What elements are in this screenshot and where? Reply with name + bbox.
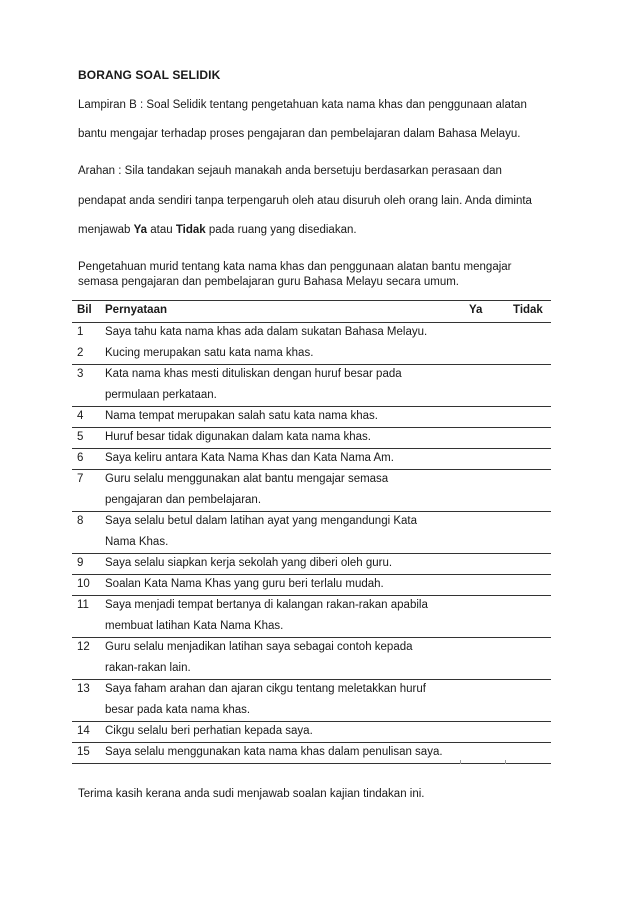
- table-row: [72, 683, 551, 725]
- row-statement: Guru selalu menggunakan alat bantu mengajar semasa: [105, 473, 389, 485]
- row-statement: besar pada kata nama khas.: [105, 704, 251, 716]
- header-tidak: Tidak: [513, 304, 543, 316]
- header-pernyataan: Pernyataan: [105, 304, 168, 316]
- table-row: [72, 368, 551, 410]
- row-divider: [72, 763, 551, 764]
- ya-answer-cell[interactable]: [460, 637, 504, 679]
- page-title: BORANG SOAL SELIDIK: [78, 68, 221, 82]
- table-row: [72, 641, 551, 683]
- row-statement: Soalan Kata Nama Khas yang guru beri terlalu mudah.: [105, 578, 384, 590]
- tidak-emphasis: Tidak: [175, 224, 206, 236]
- tidak-answer-cell[interactable]: [505, 511, 551, 553]
- row-statement: Saya selalu siapkan kerja sekolah yang diberi oleh guru.: [105, 557, 393, 569]
- row-number: 14: [77, 725, 90, 737]
- table-header-row: [72, 304, 551, 322]
- row-statement: Saya selalu menggunakan kata nama khas dalam penulisan saya.: [105, 746, 443, 758]
- arahan-line-2: pendapat anda sendiri tanpa terpengaruh oleh atau disuruh oleh orang lain. Anda diminta: [78, 195, 532, 207]
- row-statement: Kucing merupakan satu kata nama khas.: [105, 347, 314, 359]
- row-statement: membuat latihan Kata Nama Khas.: [105, 620, 284, 632]
- row-number: 15: [77, 746, 90, 758]
- ya-answer-cell[interactable]: [460, 511, 504, 553]
- header-ya: Ya: [469, 304, 483, 316]
- ya-emphasis: Ya: [133, 224, 148, 236]
- row-statement: permulaan perkataan.: [105, 389, 217, 401]
- arahan-line-3-prefix: menjawab: [78, 224, 134, 236]
- lampiran-line-2: bantu mengajar terhadap proses pengajaran dan pembelajaran dalam Bahasa Melayu.: [78, 128, 521, 140]
- row-statement: Saya menjadi tempat bertanya di kalangan rakan-rakan apabila: [105, 599, 428, 611]
- row-number: 12: [77, 641, 90, 653]
- row-statement: Cikgu selalu beri perhatian kepada saya.: [105, 725, 313, 737]
- row-statement: Nama Khas.: [105, 536, 169, 548]
- column-tick: [460, 760, 461, 764]
- ya-answer-cell[interactable]: [460, 322, 504, 343]
- tidak-answer-cell[interactable]: [505, 553, 551, 574]
- arahan-line-3-suffix: pada ruang yang disediakan.: [205, 224, 357, 236]
- row-number: 4: [77, 410, 84, 422]
- arahan-line-1: Arahan : Sila tandakan sejauh manakah anda bersetuju berdasarkan perasaan dan: [78, 165, 502, 177]
- lampiran-line-1: Lampiran B : Soal Selidik tentang pengetahuan kata nama khas dan penggunaan alatan: [78, 99, 527, 111]
- row-number: 13: [77, 683, 90, 695]
- ya-answer-cell[interactable]: [460, 469, 504, 511]
- row-number: 11: [77, 599, 89, 611]
- tidak-answer-cell[interactable]: [505, 679, 551, 721]
- tidak-answer-cell[interactable]: [505, 595, 551, 637]
- row-number: 9: [77, 557, 84, 569]
- ya-answer-cell[interactable]: [460, 742, 504, 763]
- ya-answer-cell[interactable]: [460, 448, 504, 469]
- row-number: 7: [77, 473, 84, 485]
- ya-answer-cell[interactable]: [460, 574, 504, 595]
- ya-answer-cell[interactable]: [460, 427, 504, 448]
- tidak-answer-cell[interactable]: [505, 574, 551, 595]
- row-statement: rakan-rakan lain.: [105, 662, 191, 674]
- closing-text: Terima kasih kerana anda sudi menjawab soalan kajian tindakan ini.: [78, 788, 425, 800]
- row-statement: Nama tempat merupakan salah satu kata nama khas.: [105, 410, 378, 422]
- intro-line-1: Pengetahuan murid tentang kata nama khas dan penggunaan alatan bantu mengajar: [78, 261, 512, 273]
- arahan-line-3: [78, 224, 357, 236]
- row-number: 6: [77, 452, 84, 464]
- ya-answer-cell[interactable]: [460, 406, 504, 427]
- row-number: 2: [77, 347, 84, 359]
- table-row: [72, 473, 551, 515]
- row-number: 8: [77, 515, 84, 527]
- tidak-answer-cell[interactable]: [505, 637, 551, 679]
- ya-answer-cell[interactable]: [460, 721, 504, 742]
- tidak-answer-cell[interactable]: [505, 469, 551, 511]
- ya-answer-cell[interactable]: [460, 595, 504, 637]
- row-statement: Saya faham arahan dan ajaran cikgu tentang meletakkan huruf: [105, 683, 426, 695]
- tidak-answer-cell[interactable]: [505, 742, 551, 763]
- atau-text: atau: [147, 224, 176, 236]
- table-row: [72, 599, 551, 641]
- row-number: 3: [77, 368, 84, 380]
- row-statement: Huruf besar tidak digunakan dalam kata nama khas.: [105, 431, 371, 443]
- tidak-answer-cell[interactable]: [505, 721, 551, 742]
- ya-answer-cell[interactable]: [460, 679, 504, 721]
- table-row: [72, 515, 551, 557]
- tidak-answer-cell[interactable]: [505, 406, 551, 427]
- tidak-answer-cell[interactable]: [505, 448, 551, 469]
- tidak-answer-cell[interactable]: [505, 322, 551, 343]
- row-number: 10: [77, 578, 90, 590]
- ya-answer-cell[interactable]: [460, 343, 504, 364]
- column-tick: [505, 760, 506, 764]
- tidak-answer-cell[interactable]: [505, 364, 551, 406]
- row-number: 1: [77, 326, 84, 338]
- row-statement: Guru selalu menjadikan latihan saya sebagai contoh kepada: [105, 641, 413, 653]
- ya-answer-cell[interactable]: [460, 553, 504, 574]
- header-bil: Bil: [77, 304, 92, 316]
- row-statement: Kata nama khas mesti dituliskan dengan huruf besar pada: [105, 368, 402, 380]
- row-statement: pengajaran dan pembelajaran.: [105, 494, 262, 506]
- row-statement: Saya tahu kata nama khas ada dalam sukatan Bahasa Melayu.: [105, 326, 428, 338]
- ya-answer-cell[interactable]: [460, 364, 504, 406]
- intro-line-2: semasa pengajaran dan pembelajaran guru Bahasa Melayu secara umum.: [78, 276, 460, 288]
- row-statement: Saya keliru antara Kata Nama Khas dan Kata Nama Am.: [105, 452, 394, 464]
- row-statement: Saya selalu betul dalam latihan ayat yang mengandungi Kata: [105, 515, 417, 527]
- table-top-border: [72, 300, 551, 301]
- tidak-answer-cell[interactable]: [505, 343, 551, 364]
- row-number: 5: [77, 431, 84, 443]
- tidak-answer-cell[interactable]: [505, 427, 551, 448]
